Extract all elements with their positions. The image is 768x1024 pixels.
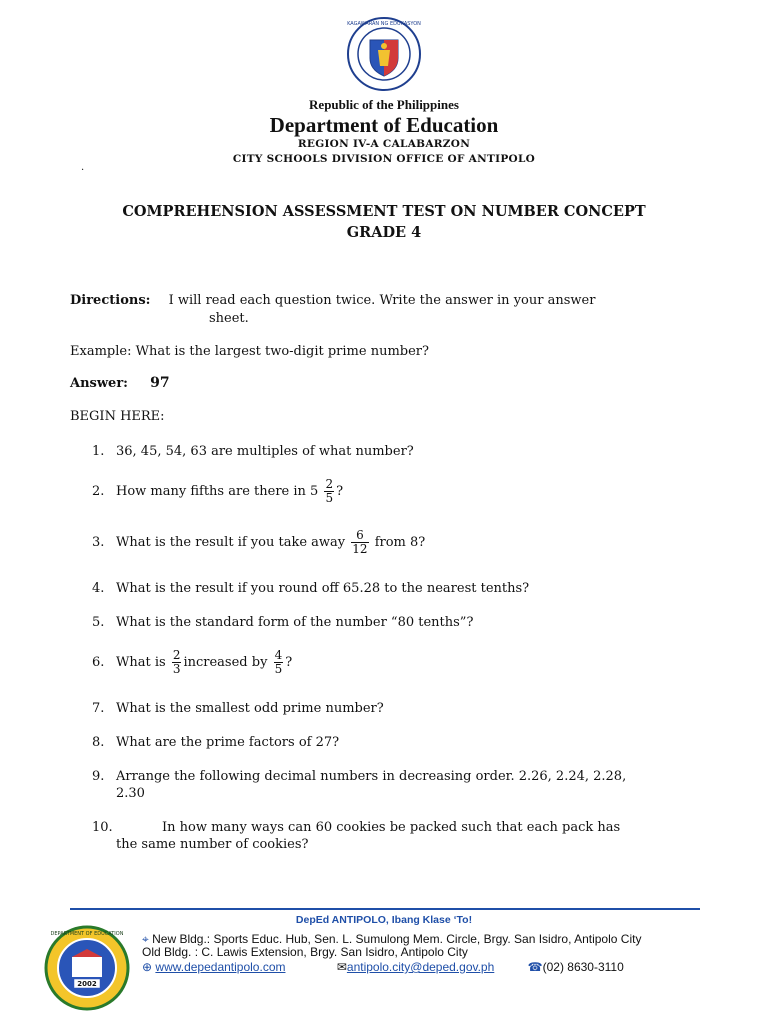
question-4: 4. What is the result if you round off 65.28 to the nearest tenths?	[92, 581, 530, 596]
begin-label: BEGIN HERE:	[70, 409, 165, 424]
question-8: 8. What are the prime factors of 27?	[92, 735, 340, 750]
logo-lettering: DEPARTMENT OF EDUCATION	[50, 931, 124, 937]
republic-label: Republic of the Philippines	[309, 97, 459, 112]
footer-divider	[70, 908, 700, 910]
fraction: $\frac{2}{5}$	[325, 477, 334, 505]
footer-old-bldg: Old Bldg. : C. Lawis Extension, Brgy. San Isidro, Antipolo City	[142, 945, 468, 959]
question-5: 5. What is the standard form of the number “80 tenths”?	[92, 615, 474, 630]
test-title: COMPREHENSION ASSESSMENT TEST ON NUMBER CONCEPT	[122, 203, 646, 220]
fraction: $\frac{6}{12}$	[352, 528, 368, 556]
grade-title: GRADE 4	[346, 224, 422, 241]
question-10-cont: the same number of cookies?	[116, 837, 309, 852]
question-7: 7. What is the smallest odd prime number?	[92, 701, 384, 716]
logo-year: 2002	[77, 980, 97, 988]
question-3: 3. What is the result if you take away $\frac{6}{12}$ from 8?	[92, 528, 426, 556]
question-9-cont: 2.30	[116, 786, 145, 801]
question-9: 9. Arrange the following decimal numbers in decreasing order. 2.26, 2.24, 2.28,	[92, 769, 627, 784]
footer-contact-row	[142, 961, 624, 974]
fraction: $\frac{2}{3}$	[172, 648, 181, 676]
division-label: CITY SCHOOLS DIVISION OFFICE OF ANTIPOLO	[232, 153, 536, 165]
fraction: $\frac{4}{5}$	[274, 648, 283, 676]
email-link[interactable]: antipolo.city@deped.gov.ph	[346, 960, 495, 974]
location-icon: ⌖	[142, 932, 149, 946]
department-title: Department of Education	[269, 113, 499, 137]
footer-new-bldg: ⌖ New Bldg.: Sports Educ. Hub, Sen. L. Sumulong Mem. Circle, Brgy. San Isidro, Antipolo City	[142, 932, 642, 946]
answer-label: Answer:	[70, 376, 128, 391]
example-question: Example: What is the largest two-digit prime number?	[70, 344, 429, 359]
phone-number: (02) 8630-3110	[542, 960, 624, 974]
footer-tagline: DepEd ANTIPOLO, Ibang Klase ‘To!	[295, 914, 473, 926]
question-2: 2. How many fifths are there in 5 $\frac{2}{5}$ ?	[92, 477, 344, 505]
deped-seal-logo	[346, 16, 422, 92]
division-logo	[44, 925, 130, 1011]
globe-icon: ⊕	[142, 960, 153, 974]
question-10: 10. In how many ways can 60 cookies be packed such that each pack has	[92, 820, 621, 835]
stray-dot: .	[81, 162, 85, 173]
mail-icon: ✉	[336, 960, 347, 974]
question-1: 1. 36, 45, 54, 63 are multiples of what number?	[92, 444, 414, 459]
directions-text-cont: sheet.	[209, 311, 249, 326]
answer-value: 97	[150, 375, 170, 391]
phone-icon: ☎	[527, 960, 543, 974]
directions-text: I will read each question twice. Write the answer in your answer	[168, 293, 596, 308]
directions-row	[70, 293, 595, 308]
seal-lettering: KAGAWARAN NG EDUKASYON	[347, 21, 421, 27]
region-label: REGION IV-A CALABARZON	[297, 138, 471, 150]
directions-label: Directions:	[70, 293, 151, 308]
website-link[interactable]: www.depedantipolo.com	[155, 960, 286, 974]
question-6: 6. What is $\frac{2}{3}$ increased by $\frac{4}{5}$ ?	[92, 648, 293, 676]
example-answer-row	[70, 375, 170, 391]
